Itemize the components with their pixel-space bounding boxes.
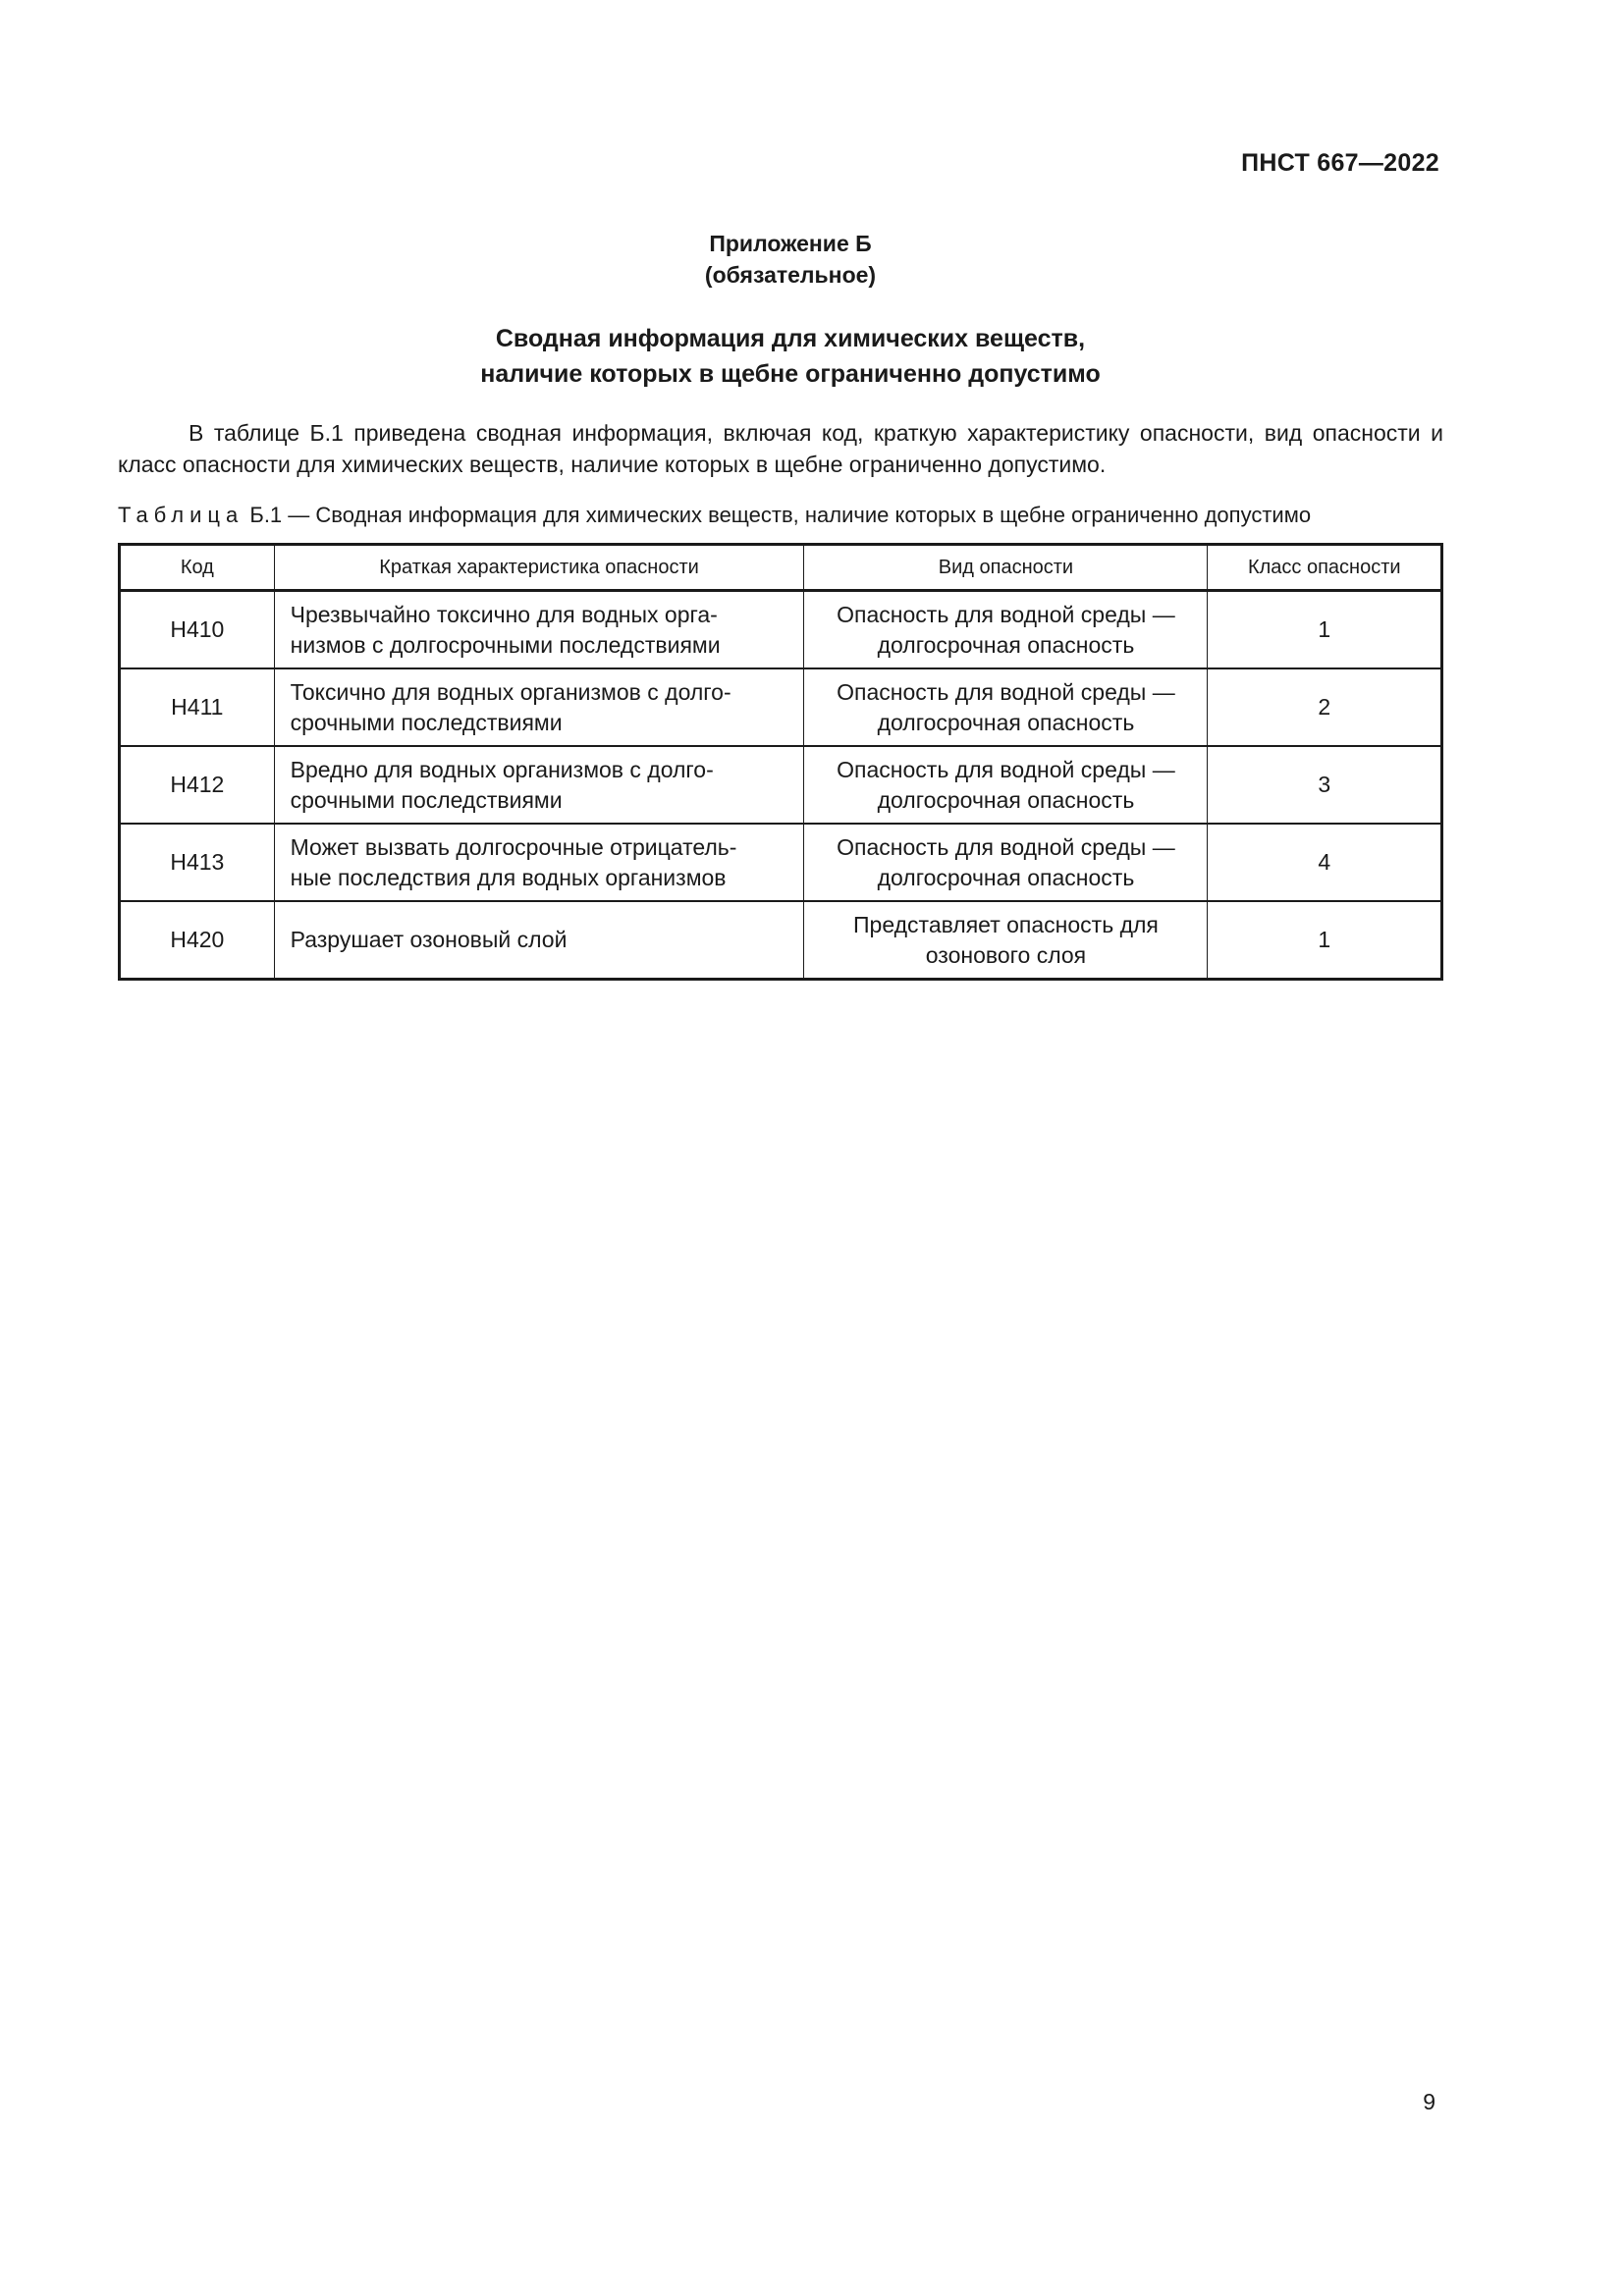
type-line: Опасность для водной среды — bbox=[837, 601, 1175, 627]
type-line: Опасность для водной среды — bbox=[837, 678, 1175, 705]
hazard-table bbox=[118, 543, 1443, 981]
cell-description bbox=[274, 824, 804, 901]
type-line: долгосрочная опасность bbox=[877, 709, 1135, 735]
appendix-title: Приложение Б bbox=[709, 231, 872, 256]
cell-class: 1 bbox=[1208, 591, 1442, 669]
table-row bbox=[120, 746, 1442, 824]
header-type: Вид опасности bbox=[804, 545, 1208, 591]
table-row bbox=[120, 824, 1442, 901]
cell-code: H411 bbox=[120, 668, 275, 746]
cell-description bbox=[274, 591, 804, 669]
header-description: Краткая характеристика опасности bbox=[274, 545, 804, 591]
cell-code: H420 bbox=[120, 901, 275, 980]
table-caption-text: Б.1 — Сводная информация для химических веществ, наличие которых в щебне ограниченно допустимо bbox=[244, 503, 1312, 527]
type-line: долгосрочная опасность bbox=[877, 864, 1135, 890]
type-line: Опасность для водной среды — bbox=[837, 756, 1175, 782]
description-line: Токсично для водных организмов с долго- bbox=[290, 678, 731, 705]
cell-code: H410 bbox=[120, 591, 275, 669]
cell-type bbox=[804, 901, 1208, 980]
header-class: Класс опасности bbox=[1208, 545, 1442, 591]
description-line: срочными последствиями bbox=[290, 709, 563, 735]
page-number: 9 bbox=[1423, 2089, 1435, 2114]
description-line: Чрезвычайно токсично для водных орга- bbox=[290, 601, 718, 627]
cell-description bbox=[274, 746, 804, 824]
table-caption bbox=[118, 501, 1443, 530]
cell-class: 2 bbox=[1208, 668, 1442, 746]
cell-type bbox=[804, 668, 1208, 746]
type-line: долгосрочная опасность bbox=[877, 631, 1135, 658]
intro-paragraph: В таблице Б.1 приведена сводная информация, включая код, краткую характеристику опасности, вид опасности и класс опасности для химических веществ, наличие которых в щебне ограниченно допустимо. bbox=[118, 420, 1443, 477]
description-line: Вредно для водных организмов с долго- bbox=[290, 756, 714, 782]
title-line-1: Сводная информация для химических веществ, bbox=[495, 325, 1086, 352]
appendix-status: (обязательное) bbox=[704, 262, 877, 288]
description-line: Разрушает озоновый слой bbox=[290, 927, 568, 952]
description-line: ные последствия для водных организмов bbox=[290, 864, 727, 890]
cell-class: 1 bbox=[1208, 901, 1442, 980]
type-line: Представляет опасность для bbox=[853, 911, 1159, 937]
document-code: ПНСТ 667—2022 bbox=[1241, 149, 1439, 177]
type-line: долгосрочная опасность bbox=[877, 786, 1135, 813]
description-line: срочными последствиями bbox=[290, 786, 563, 813]
cell-class: 3 bbox=[1208, 746, 1442, 824]
cell-description bbox=[274, 901, 804, 980]
table-row bbox=[120, 591, 1442, 669]
type-line: Опасность для водной среды — bbox=[837, 833, 1175, 860]
description-line: низмов с долгосрочными последствиями bbox=[290, 631, 721, 658]
table-row bbox=[120, 901, 1442, 980]
cell-code: H413 bbox=[120, 824, 275, 901]
type-line: озонового слоя bbox=[925, 941, 1087, 968]
cell-description bbox=[274, 668, 804, 746]
appendix-main-title bbox=[0, 321, 1581, 392]
header-code: Код bbox=[120, 545, 275, 591]
appendix-heading bbox=[0, 228, 1581, 291]
description-line: Может вызвать долгосрочные отрицатель- bbox=[290, 833, 737, 860]
cell-type bbox=[804, 824, 1208, 901]
table-caption-label: Таблица bbox=[118, 503, 244, 527]
cell-type bbox=[804, 591, 1208, 669]
table-row bbox=[120, 668, 1442, 746]
title-line-2: наличие которых в щебне ограниченно допустимо bbox=[480, 360, 1101, 388]
cell-code: H412 bbox=[120, 746, 275, 824]
table-header-row bbox=[120, 545, 1442, 591]
cell-type bbox=[804, 746, 1208, 824]
cell-class: 4 bbox=[1208, 824, 1442, 901]
